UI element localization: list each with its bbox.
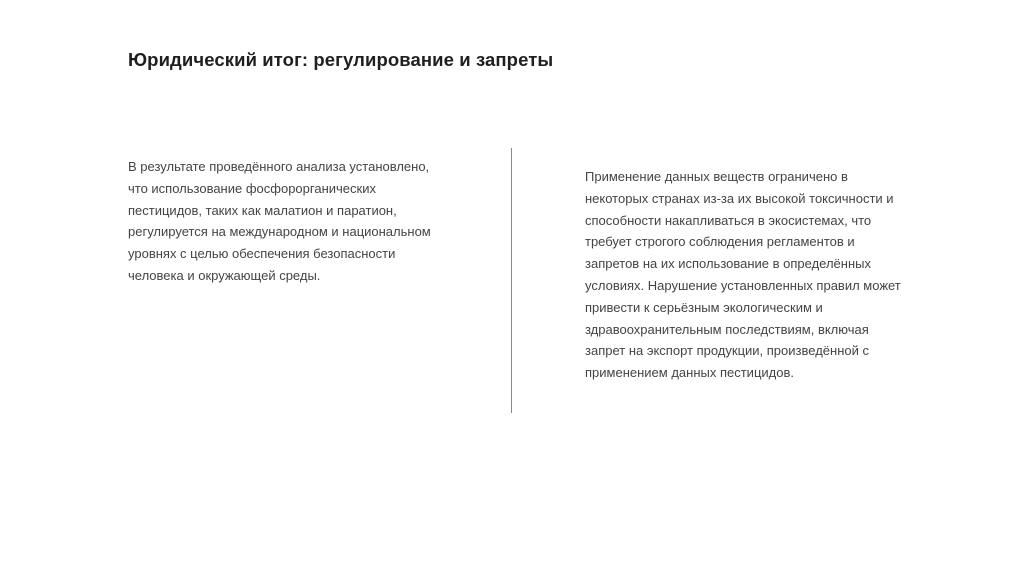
slide-title: Юридический итог: регулирование и запреты — [128, 49, 554, 70]
right-text-line: условиях. Нарушение установленных правил может — [585, 277, 901, 293]
left-column-text — [128, 156, 468, 287]
right-text-line: способности накапливаться в экосистемах, что — [585, 212, 872, 228]
right-text-line: запрет на экспорт продукции, произведённой с — [585, 343, 869, 359]
left-text-line: пестицидов, таких как малатион и паратион, — [128, 202, 397, 218]
column-divider — [511, 148, 512, 413]
right-text-line: привести к серьёзным экологическим и — [585, 299, 823, 315]
left-text-line: человека и окружающей среды. — [128, 267, 321, 283]
left-text-line: что использование фосфорорганических — [128, 180, 376, 196]
right-text-line: некоторых странах из-за их высокой токсичности и — [585, 190, 894, 206]
right-text-line: запретов на их использование в определённых — [585, 256, 871, 272]
right-column-text — [585, 166, 930, 384]
left-text-line: уровнях с целью обеспечения безопасности — [128, 246, 396, 262]
right-text-line: требует строгого соблюдения регламентов и — [585, 234, 855, 250]
right-text-line: Применение данных веществ ограничено в — [585, 169, 848, 184]
left-text-line: регулируется на международном и национальном — [128, 224, 431, 240]
left-text-line: В результате проведённого анализа установлено, — [128, 159, 430, 174]
right-text-line: применением данных пестицидов. — [585, 365, 794, 381]
right-text-line: здравоохранительным последствиям, включая — [585, 321, 869, 337]
